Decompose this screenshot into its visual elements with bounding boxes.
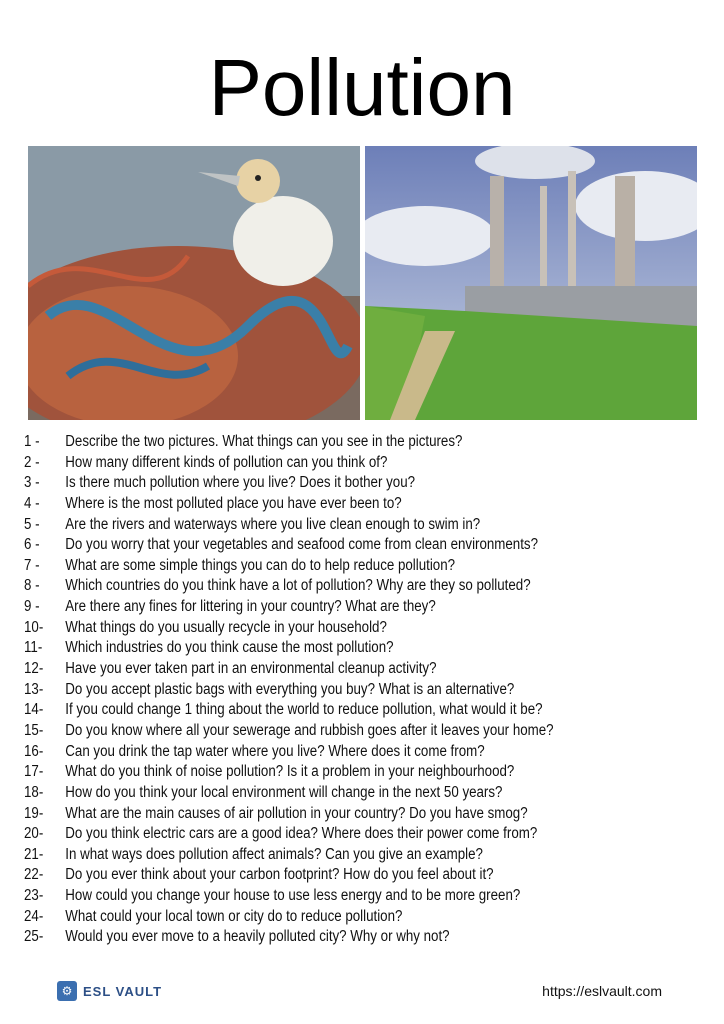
question-item: 15- Do you know where all your sewerage and rubbish goes after it leaves your home? [24,721,554,739]
question-item: 21- In what ways does pollution affect animals? Can you give an example? [24,845,483,863]
question-item: 12- Have you ever taken part in an environmental cleanup activity? [24,660,437,678]
question-item: 11- Which industries do you think cause the most pollution? [24,639,394,657]
question-item: 16- Can you drink the tap water where you live? Where does it come from? [24,742,485,760]
question-item: 19- What are the main causes of air pollution in your country? Do you have smog? [24,804,528,822]
question-item: 20- Do you think electric cars are a good idea? Where does their power come from? [24,825,538,843]
question-item: 4 - Where is the most polluted place you have ever been to? [24,494,402,512]
question-item: 8 - Which countries do you think have a lot of pollution? Why are they so polluted? [24,577,531,595]
question-item: 7 - What are some simple things you can do to help reduce pollution? [24,556,456,574]
question-item: 9 - Are there any fines for littering in your country? What are they? [24,598,436,616]
question-item: 2 - How many different kinds of pollution can you think of? [24,453,388,471]
question-item: 13- Do you accept plastic bags with everything you buy? What is an alternative? [24,680,515,698]
question-item: 6 - Do you worry that your vegetables and seafood come from clean environments? [24,536,539,554]
factory-smokestacks-field-photo [365,146,697,420]
question-item: 3 - Is there much pollution where you live? Does it bother you? [24,474,416,492]
question-item: 18- How do you think your local environment will change in the next 50 years? [24,783,503,801]
seabird-in-fishing-net-photo [28,146,360,420]
question-item: 25- Would you ever move to a heavily polluted city? Why or why not? [24,928,450,946]
question-item: 14- If you could change 1 thing about the world to reduce pollution, what would it be? [24,701,543,719]
page-title: Pollution [208,43,516,132]
question-item: 23- How could you change your house to use less energy and to be more green? [24,887,521,905]
question-item: 24- What could your local town or city do to reduce pollution? [24,907,403,925]
question-item: 1 - Describe the two pictures. What things can you see in the pictures? [24,433,463,450]
site-url: https://eslvault.com [542,983,662,999]
question-list [24,432,724,948]
question-item: 5 - Are the rivers and waterways where you live clean enough to swim in? [24,515,481,533]
question-item: 10- What things do you usually recycle in your household? [24,618,387,636]
question-item: 17- What do you think of noise pollution? Is it a problem in your neighbourhood? [24,763,515,781]
question-item: 22- Do you ever think about your carbon footprint? How do you feel about it? [24,866,494,884]
vault-icon: ⚙ [57,981,77,1001]
esl-vault-logo: ⚙ ESL VAULT [57,981,162,1001]
